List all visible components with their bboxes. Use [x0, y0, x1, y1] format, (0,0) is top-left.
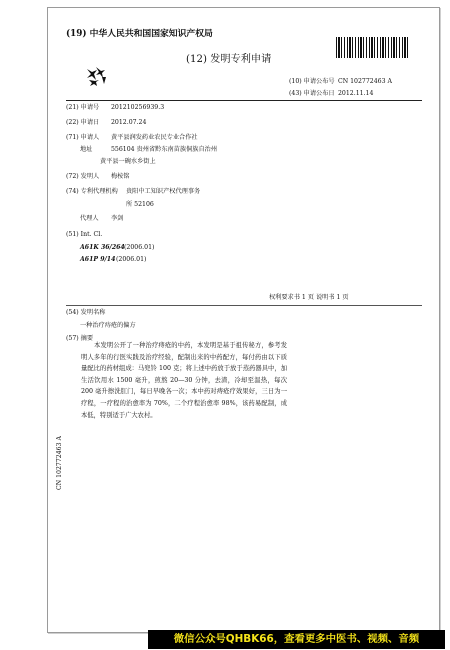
- application-number: 201210256939.3: [111, 104, 165, 111]
- inventor: 梅桉铭: [111, 173, 130, 180]
- office-heading: (19) 中华人民共和国国家知识产权局: [66, 29, 213, 39]
- ipc-code-2: A61P 9/14: [80, 256, 116, 263]
- patent-page: [47, 7, 440, 633]
- address-line-1: 556104 贵州省黔东南苗族侗族自治州: [111, 146, 218, 153]
- filing-date-label: (22) 申请日: [66, 119, 100, 126]
- section-rule: [66, 305, 422, 306]
- title-label: (54) 发明名称: [66, 309, 106, 316]
- filing-date: 2012.07.24: [111, 119, 147, 126]
- ipc-label: (51) Int. Cl.: [66, 231, 103, 238]
- ipc-version-1: (2006.01): [124, 244, 155, 251]
- cnipa-logo-icon: [84, 63, 112, 87]
- agent: 李剑: [111, 215, 124, 222]
- applicant-label: (71) 申请人: [66, 134, 100, 141]
- wechat-promo-banner: 微信公众号QHBK66，查看更多中医书、视频、音频: [148, 630, 445, 649]
- barcode: [336, 37, 408, 58]
- invention-title: 一种治疗痔疮的偏方: [80, 322, 136, 329]
- address-line-2: 黄平县一碗水乡街上: [100, 158, 156, 165]
- ipc-version-2: (2006.01): [116, 256, 147, 263]
- document-type: (12) 发明专利申请: [186, 54, 272, 65]
- abstract-text: 本发明公开了一种治疗痔疮的中药，本发明是基于祖传秘方，参考发明人多年的行医实践及治疗经验，配制出来的中药配方，每付药由以下质量配比的药材组成：马兜铃 100 克；将上述中药放于放于蒸药器具中，加生活饮用水 1500 毫升，煎熬 20—30 分钟，去渣，冷却至温热，每次 200 毫升擦洗肛门，每日早晚各一次；本中药对痔疮疗效果好，三日为一疗程，一疗程的治愈率为 70%，二个疗程治愈率 98%，该药易配制，成本低，特别适于广大农村。: [81, 342, 287, 419]
- publication-number: CN 102772463 A: [338, 78, 392, 85]
- side-publication-number: CN 102772463 A: [56, 436, 63, 490]
- address-label: 地址: [80, 146, 93, 153]
- agent-label: 代理人: [80, 215, 99, 222]
- agency-label: (74) 专利代理机构: [66, 188, 118, 195]
- page-count-info: 权利要求书 1 页 说明书 1 页: [269, 294, 349, 301]
- abstract-label: (57) 摘要: [66, 335, 94, 342]
- publication-date-label: (43) 申请公布日: [289, 90, 335, 97]
- agency-line-1: 贵阳中工知识产权代理事务: [126, 188, 201, 195]
- applicant: 黄平县润发药业农民专业合作社: [111, 134, 198, 141]
- ipc-code-1: A61K 36/264: [80, 244, 125, 251]
- inventor-label: (72) 发明人: [66, 173, 100, 180]
- publication-number-label: (10) 申请公布号: [289, 78, 335, 85]
- application-number-label: (21) 申请号: [66, 104, 100, 111]
- publication-date: 2012.11.14: [338, 90, 374, 97]
- header-rule: [66, 100, 422, 101]
- agency-line-2: 所 52106: [126, 201, 154, 208]
